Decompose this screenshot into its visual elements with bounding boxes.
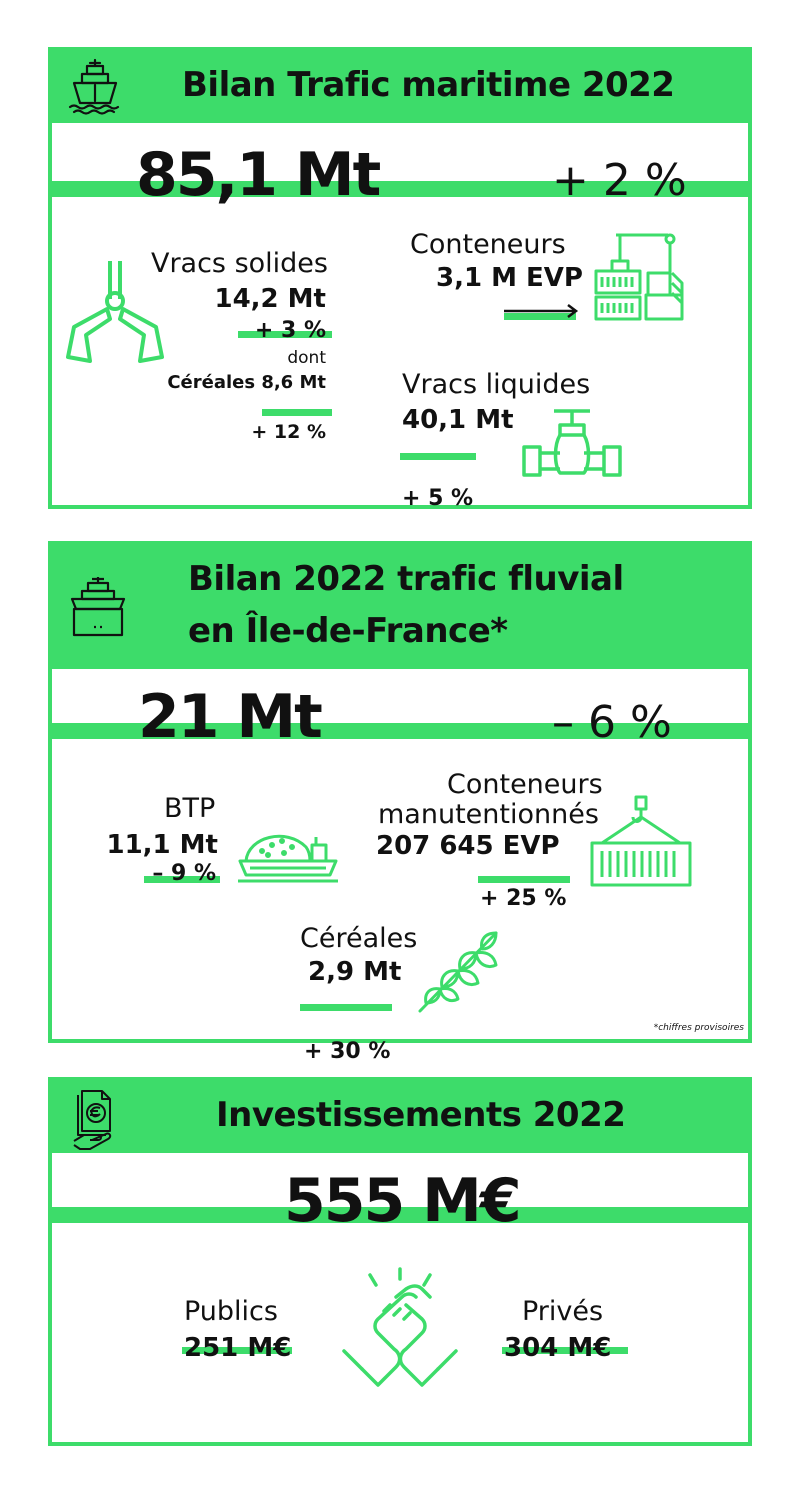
investments-title: Investissements 2022: [216, 1095, 626, 1135]
solids-value: 14,2 Mt: [214, 284, 326, 314]
ship-icon: [66, 57, 124, 117]
fluvial-change: – 6 %: [552, 697, 672, 748]
arrow-icon: [502, 303, 582, 319]
fluvial-containers-value: 207 645 EVP: [376, 831, 560, 861]
maritime-change: + 2 %: [552, 155, 687, 206]
solids-cereals-change: + 12 %: [251, 421, 326, 443]
containers-value: 3,1 M EVP: [436, 263, 583, 293]
private-value: 304 M€: [504, 1333, 612, 1363]
valve-pipe-icon: [520, 405, 626, 481]
investments-card: [48, 1077, 752, 1446]
liquids-value: 40,1 Mt: [402, 405, 514, 435]
fluvial-cereals-highlight: [300, 1004, 392, 1011]
fluvial-cereals-change: + 30 %: [304, 1039, 391, 1064]
containers-label: Conteneurs: [410, 229, 566, 260]
container-crane-icon: [590, 231, 686, 323]
solids-label: Vracs solides: [150, 248, 328, 279]
footnote: *chiffres provisoires: [653, 1023, 744, 1033]
public-label: Publics: [184, 1296, 278, 1327]
solids-cereals: Céréales 8,6 Mt: [167, 372, 326, 393]
liquids-label: Vracs liquides: [402, 369, 591, 400]
liquids-highlight: [400, 453, 476, 460]
wheat-icon: [416, 925, 506, 1015]
cereals-change-highlight: [262, 409, 332, 416]
btp-value: 11,1 Mt: [106, 830, 218, 860]
liquids-change: + 5 %: [402, 486, 474, 511]
maritime-total: 85,1 Mt: [136, 140, 380, 210]
fluvial-title-line1: Bilan 2022 trafic fluvial: [188, 559, 624, 599]
container-hook-icon: [588, 795, 694, 891]
maritime-card: [48, 47, 752, 509]
handshake-icon: [334, 1265, 466, 1395]
fluvial-card: [48, 541, 752, 1064]
maritime-title: Bilan Trafic maritime 2022: [182, 65, 675, 105]
investments-total: 555 M€: [284, 1166, 520, 1236]
fluvial-containers-highlight: [478, 876, 570, 883]
public-value: 251 M€: [184, 1333, 292, 1363]
solids-dont: dont: [287, 348, 326, 368]
fluvial-total: 21 Mt: [138, 682, 321, 752]
fluvial-title-line2: en Île-de-France*: [188, 611, 508, 651]
fluvial-cereals-value: 2,9 Mt: [308, 957, 402, 987]
fluvial-containers-label-2: manutentionnés: [378, 799, 599, 830]
solids-change: + 3 %: [254, 318, 326, 343]
fluvial-containers-change: + 25 %: [480, 886, 567, 911]
fluvial-containers-label-1: Conteneurs: [447, 769, 603, 800]
sand-barge-icon: [236, 821, 340, 885]
fluvial-cereals-label: Céréales: [300, 923, 418, 954]
money-hand-icon: [72, 1087, 122, 1151]
btp-label: BTP: [164, 793, 216, 824]
barge-icon: [68, 575, 128, 637]
private-label: Privés: [522, 1296, 604, 1327]
btp-change: – 9 %: [152, 861, 216, 886]
